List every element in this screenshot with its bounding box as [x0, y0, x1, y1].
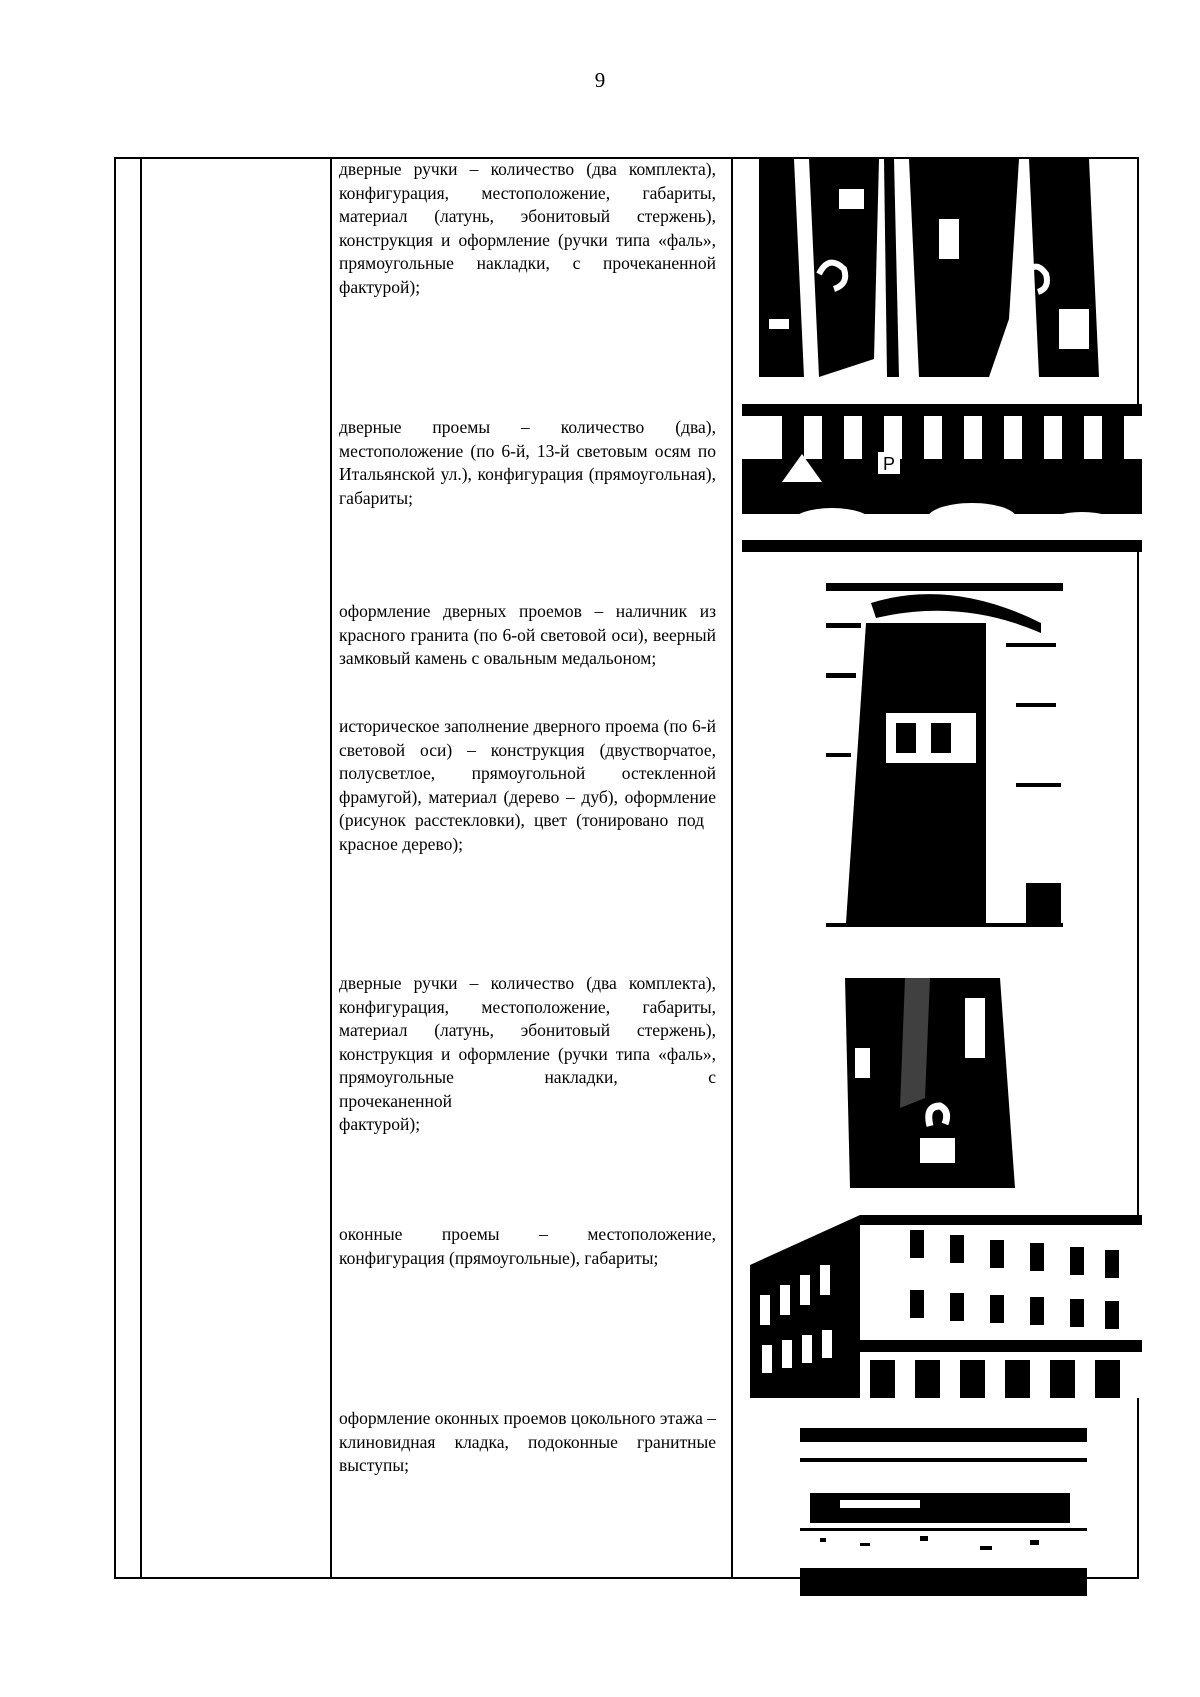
entry-doorways — [339, 416, 716, 510]
entry-text-tail: фактурой); — [339, 1114, 421, 1134]
entry-doorway-decor — [339, 600, 716, 671]
table-column-divider — [731, 159, 733, 1577]
entry-door-handles-1 — [339, 158, 716, 299]
doorways-street-photo — [742, 404, 1142, 552]
entry-text: дверные ручки – количество (два комплекта), конфигурация, местоположение, габариты, материал (латунь, эбонитовый стержень), конструкция и оформление (ручки типа «фаль», прямоугольные накладки, с прочеканенной фактурой); — [339, 159, 716, 297]
entry-text-tail: прочеканенной — [339, 1090, 452, 1111]
basement-window-photo — [800, 1428, 1087, 1596]
entry-text-tail: (рисунок расстекловки), цвет (тонировано под красное дерево); — [339, 810, 704, 854]
page-number: 9 — [594, 68, 606, 92]
doorway-decor-photo — [826, 583, 1063, 947]
facade-windows-photo — [750, 1215, 1142, 1398]
door-handles-photo-1 — [759, 159, 1119, 377]
entry-basement-window-decor — [339, 1407, 716, 1478]
svg-text:P: P — [883, 454, 896, 474]
entry-window-openings — [339, 1223, 716, 1270]
entry-text: оформление дверных проемов – наличник из красного гранита (по 6-ой световой оси), веерный замковый камень с овальным медальоном; — [339, 601, 716, 668]
table-column-divider — [330, 159, 332, 1577]
entry-text: дверные проемы – количество (два), местоположение (по 6-й, 13-й световым осям по Итальянской ул.), конфигурация (прямоугольная), габариты; — [339, 417, 716, 508]
entry-text: историческое заполнение дверного проема (по 6-й световой оси) – конструкция (двустворчатое, полусветлое, прямоугольной остекленной фрамугой), материал (дерево – дуб), оформление — [339, 716, 716, 807]
entry-historic-door-infill — [339, 715, 716, 856]
entry-door-handles-2 — [339, 972, 716, 1137]
door-handle-photo-2 — [845, 978, 1015, 1188]
entry-text: дверные ручки – количество (два комплекта), конфигурация, местоположение, габариты, материал (латунь, эбонитовый стержень), конструкция и оформление (ручки типа «фаль», прямоугольные накладки, с — [339, 973, 716, 1087]
table-column-divider — [140, 159, 142, 1577]
entry-text: оформление оконных проемов цокольного этажа – клиновидная кладка, подоконные гранитные выступы; — [339, 1408, 716, 1475]
entry-text: оконные проемы – местоположение, конфигурация (прямоугольные), габариты; — [339, 1224, 716, 1268]
